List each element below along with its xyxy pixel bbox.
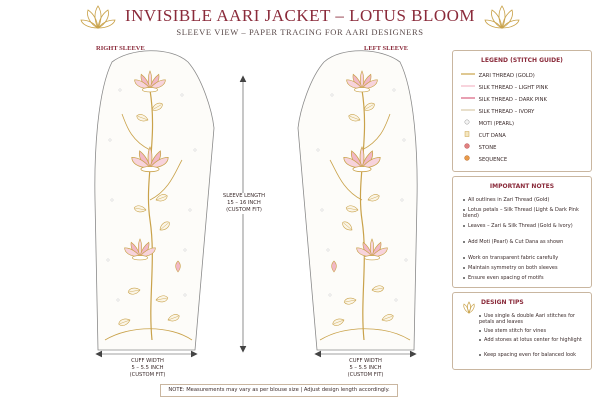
- note-item: Add Moti (Pearl) & Cut Dana as shown: [463, 239, 588, 245]
- note-item: Work on transparent fabric carefully: [463, 255, 588, 261]
- tips-title: DESIGN TIPS: [481, 299, 524, 306]
- legend-item: [461, 71, 535, 79]
- cuff-width-label-left: [343, 358, 388, 379]
- tip-item: Keep spacing even for balanced look: [479, 352, 585, 358]
- legend-item-label: SILK THREAD – LIGHT PINK: [478, 85, 548, 91]
- legend-item: [461, 119, 514, 127]
- cuff-width-label-right: [125, 358, 170, 379]
- note-item: Lotus petals – Silk Thread (Light & Dark Pink blend): [463, 207, 579, 219]
- sleeve-length-value: 15 – 16 INCH: [227, 200, 261, 206]
- stone-icon: [461, 143, 477, 149]
- legend-item-label: ZARI THREAD (GOLD): [478, 73, 535, 79]
- legend-item-label: SILK THREAD – IVORY: [478, 109, 535, 115]
- tip-item: Add stones at lotus center for highlight: [479, 337, 585, 343]
- page-subtitle: SLEEVE VIEW – PAPER TRACING FOR AARI DESIGNERS: [176, 27, 424, 37]
- cuff-width-dimension-right: [96, 351, 197, 357]
- note-item: Leaves – Zari & Silk Thread (Gold & Ivory): [463, 223, 588, 229]
- notes-panel: [452, 176, 592, 288]
- legend-item-label: SEQUENCE: [478, 157, 508, 163]
- legend-item-label: CUT DANA: [478, 133, 506, 139]
- right-sleeve-label: RIGHT SLEEVE: [96, 45, 145, 52]
- note-item: Ensure even spacing of motifs: [463, 275, 588, 281]
- sleeve-length-label: [220, 193, 268, 214]
- legend-item: [461, 143, 496, 151]
- note-item: Maintain symmetry on both sleeves: [463, 265, 588, 271]
- sleeve-length-note: (CUSTOM FIT): [226, 207, 262, 213]
- tips-panel: [452, 292, 592, 370]
- cuff-width-value: 5 – 5.5 INCH: [131, 365, 164, 371]
- page-title: INVISIBLE AARI JACKET – LOTUS BLOOM: [124, 6, 476, 25]
- note-item: All outlines in Zari Thread (Gold): [463, 197, 588, 203]
- tip-item: Use stem stitch for vines: [479, 328, 585, 334]
- footer-note: NOTE: Measurements may vary as per blouse size | Adjust design length accordingly.: [160, 384, 398, 397]
- legend-item: [461, 83, 548, 91]
- cuff-width-value: 5 – 5.5 INCH: [349, 365, 382, 371]
- cuff-width-title: CUFF WIDTH: [131, 358, 164, 364]
- legend-item-label: SILK THREAD – DARK PINK: [478, 97, 547, 103]
- legend-item-label: STONE: [478, 145, 497, 151]
- legend-item: [461, 131, 506, 139]
- pearl-icon: [461, 119, 477, 125]
- left-sleeve-outline: [298, 51, 417, 350]
- sleeve-length-title: SLEEVE LENGTH: [222, 193, 266, 199]
- cuff-width-note: (CUSTOM FIT): [347, 372, 384, 378]
- legend-item-label: MOTI (PEARL): [478, 121, 515, 127]
- cuff-width-dimension-left: [315, 351, 416, 357]
- legend-item: [461, 155, 507, 163]
- sleeve-length-dimension: [240, 76, 246, 352]
- legend-item: [461, 107, 534, 115]
- left-sleeve-label: LEFT SLEEVE: [364, 45, 409, 52]
- cut-dana-icon: [461, 131, 477, 137]
- legend-panel: [452, 50, 592, 172]
- silk-ivory-icon: [461, 107, 477, 113]
- cuff-width-note: (CUSTOM FIT): [129, 372, 166, 378]
- zari-thread-icon: [461, 71, 477, 77]
- tip-item: Use single & double Aari stitches for petals and leaves: [479, 313, 575, 325]
- silk-dark-pink-icon: [461, 95, 477, 101]
- notes-title: IMPORTANT NOTES: [489, 183, 555, 190]
- silk-light-pink-icon: [461, 83, 477, 89]
- lotus-icon: [461, 301, 477, 315]
- cuff-width-title: CUFF WIDTH: [349, 358, 382, 364]
- sequence-icon: [461, 155, 477, 161]
- legend-item: [461, 95, 547, 103]
- legend-title: LEGEND (STITCH GUIDE): [481, 57, 563, 64]
